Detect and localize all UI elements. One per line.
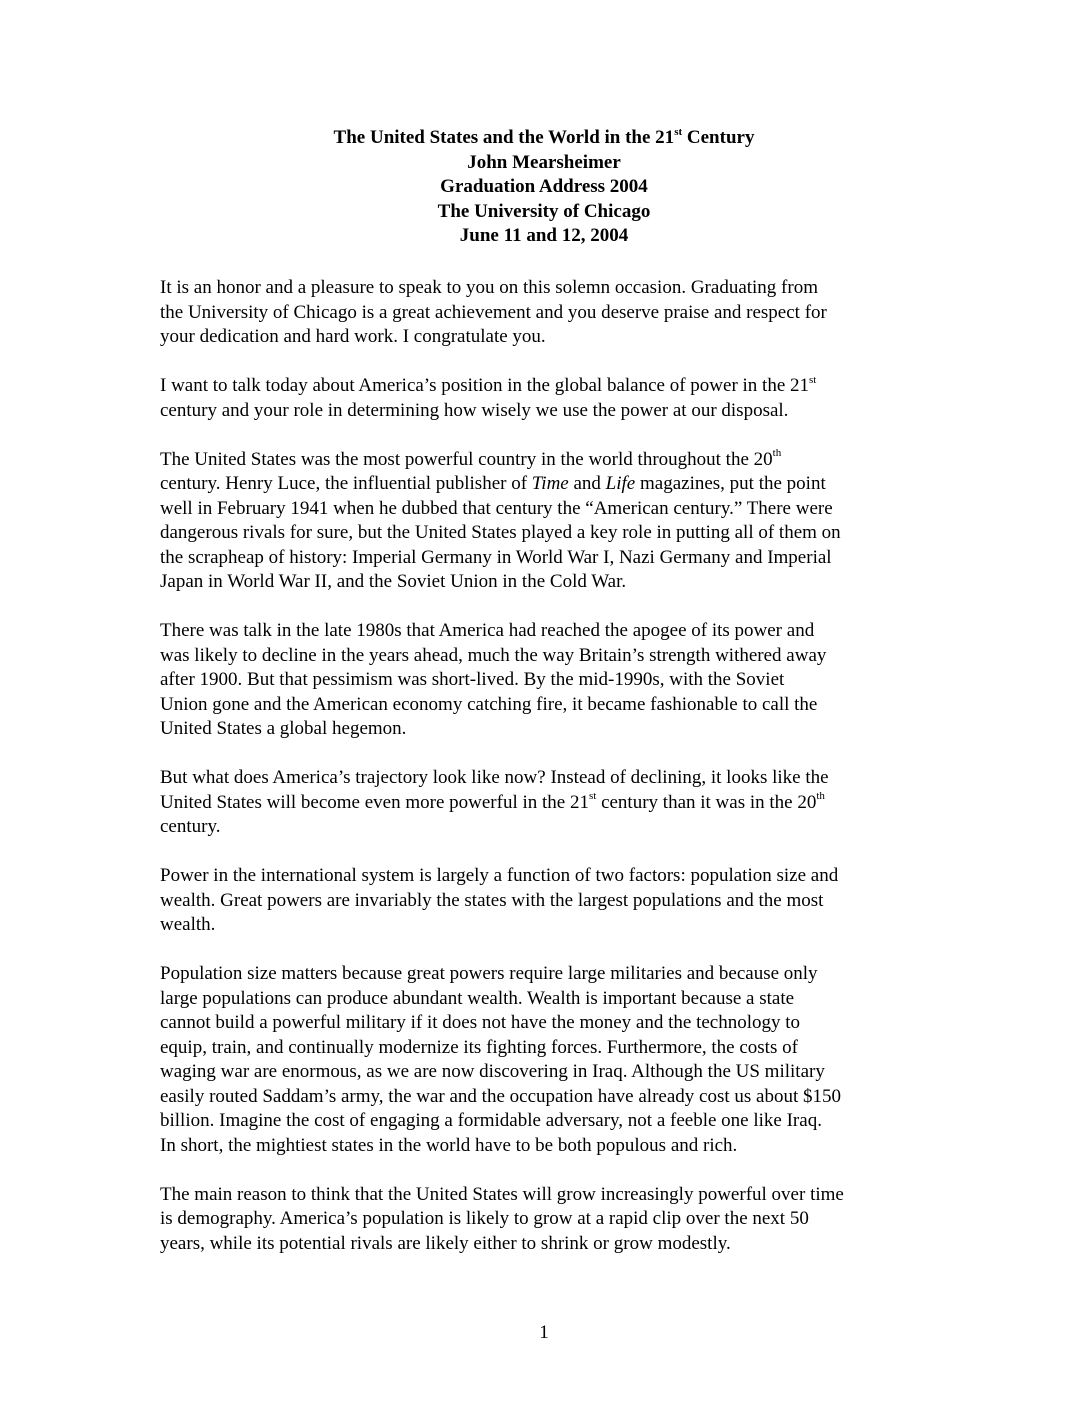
paragraph-4: There was talk in the late 1980s that America had reached the apogee of its power and was likely to decline in the years ahead, much the way Britain’s strength withered away after 1900. But that pessimism was short-lived. By the mid-1990s, with the Soviet Union gone and the American economy catching fire, it became fashionable to call the United States a global hegemon. [160,620,827,739]
document-title: The United States and the World in the 21st Century [333,125,755,148]
event-name: Graduation Address 2004 [440,176,648,197]
magazine-title-time: Time [531,473,569,494]
document-body [160,276,930,1281]
page-number: 1 [539,1322,549,1343]
magazine-title-life: Life [605,473,636,494]
title-superscript: st [674,125,683,138]
paragraph-5: But what does America’s trajectory look like now? Instead of declining, it looks like the United States will become even more powerful in the 21st century than it was in the 20th century. [160,767,829,837]
event-date: June 11 and 12, 2004 [459,225,629,246]
author-name: John Mearsheimer [467,151,621,173]
paragraph-3: The United States was the most powerful country in the world throughout the 20th century. Henry Luce, the influential publisher of Time and Life magazines, put the point well in February 1941 when he dubbed that century the “American century.” There were dangerous rivals for sure, but the United States played a key role in putting all of them on the scrapheap of history: Imperial Germany in World War I, Nazi Germany and Imperial Japan in World War II, and the Soviet Union in the Cold War. [160,447,841,592]
institution-name: The University of Chicago [437,200,651,222]
paragraph-1: It is an honor and a pleasure to speak to you on this solemn occasion. Graduating from the University of Chicago is a great achievement and you deserve praise and respect for your dedication and hard work. I congratulate you. [160,277,827,347]
paragraph-2: I want to talk today about America’s position in the global balance of power in the 21st century and your role in determining how wisely we use the power at our disposal. [160,373,817,421]
document-header [0,126,1088,249]
paragraph-6: Power in the international system is largely a function of two factors: population size and wealth. Great powers are invariably the states with the largest populations and the most wealth. [160,865,839,935]
paragraph-7: Population size matters because great powers require large militaries and because only large populations can produce abundant wealth. Wealth is important because a state cannot build a powerful military if it does not have the money and the technology to equip, train, and continually modernize its fighting forces. Furthermore, the costs of waging war are enormous, as we are now discovering in Iraq. Although the US military easily routed Saddam’s army, the war and the occupation have already cost us about $150 billion. Imagine the cost of engaging a formidable adversary, not a feeble one like Iraq. In short, the mightiest states in the world have to be both populous and rich. [160,963,841,1156]
paragraph-8: The main reason to think that the United States will grow increasingly powerful over time is demography. America’s population is likely to grow at a rapid clip over the next 50 years, while its potential rivals are likely either to shrink or grow modestly. [160,1183,844,1254]
